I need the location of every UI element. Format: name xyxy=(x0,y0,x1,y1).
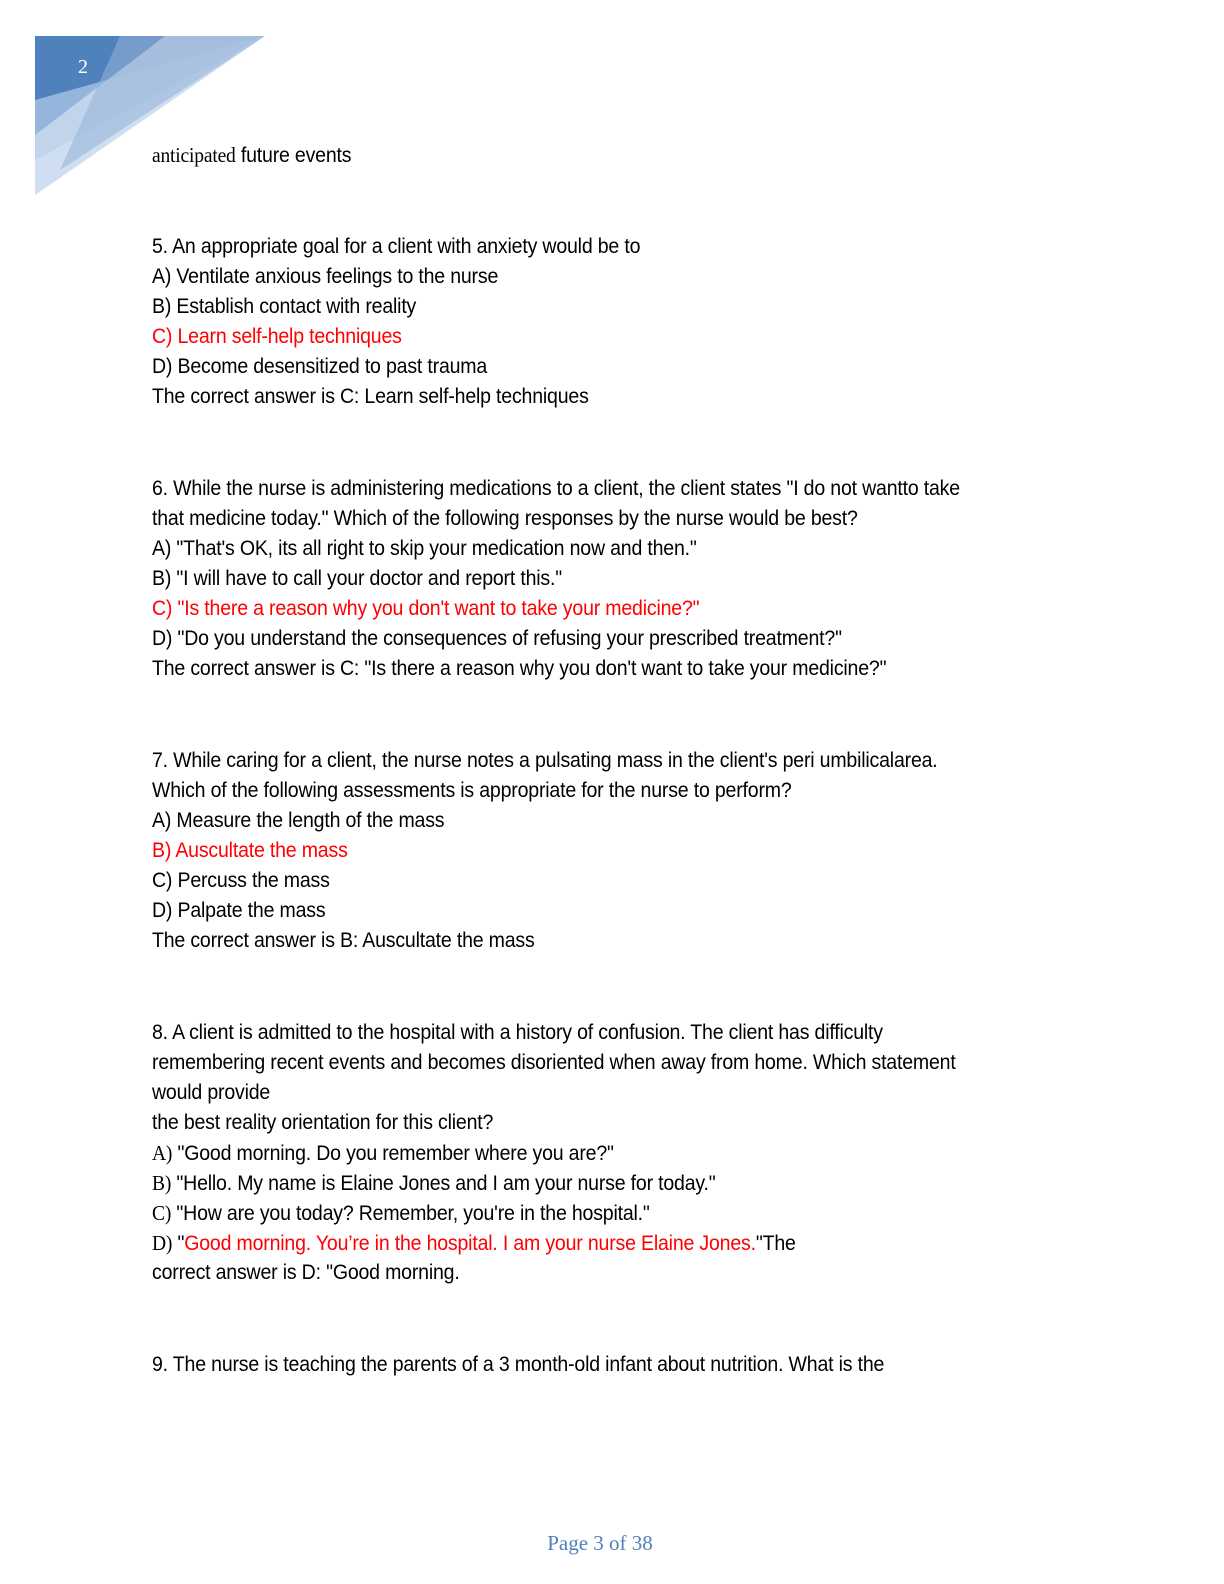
q8-option-d-text: Good morning. You’re in the hospital. I am your nurse Elaine Jones. xyxy=(184,1232,756,1255)
q7-option-a: A) Measure the length of the mass xyxy=(152,809,445,832)
intro-rest: future events xyxy=(235,144,352,167)
q8-option-a-letter: A) xyxy=(152,1141,173,1165)
q5-option-a: A) Ventilate anxious feelings to the nurse xyxy=(152,265,499,288)
q6-stem-1: 6. While the nurse is administering medications to a client, the client states "I do not wantto take xyxy=(152,477,960,500)
q5-stem: 5. An appropriate goal for a client with anxiety would be to xyxy=(152,235,641,258)
q8-answer: correct answer is D: "Good morning. xyxy=(152,1261,460,1284)
q9-stem: 9. The nurse is teaching the parents of a 3 month-old infant about nutrition. What is the xyxy=(152,1353,885,1376)
q8-option-d-letter: D) xyxy=(152,1231,173,1255)
intro-serif-word: anticipated xyxy=(152,143,236,167)
intro-line xyxy=(152,142,351,169)
q8-stem-2: remembering recent events and becomes disoriented when away from home. Which statement xyxy=(152,1051,956,1074)
q8-option-d-quote: " xyxy=(172,1232,185,1255)
q7-option-b: B) Auscultate the mass xyxy=(152,839,348,862)
q5-option-b: B) Establish contact with reality xyxy=(152,295,417,318)
corner-decoration xyxy=(0,0,300,210)
q8-option-b-letter: B) xyxy=(152,1171,172,1195)
q8-option-c-letter: C) xyxy=(152,1201,172,1225)
q6-stem-2: that medicine today." Which of the following responses by the nurse would be best? xyxy=(152,507,858,530)
q8-option-c-text: "How are you today? Remember, you're in the hospital." xyxy=(171,1202,650,1225)
q7-answer: The correct answer is B: Auscultate the mass xyxy=(152,929,535,952)
q5-option-d: D) Become desensitized to past trauma xyxy=(152,355,488,378)
q8-option-b xyxy=(152,1170,716,1197)
q5-option-c: C) Learn self-help techniques xyxy=(152,325,402,348)
q6-option-d: D) "Do you understand the consequences of refusing your prescribed treatment?" xyxy=(152,627,842,650)
q6-answer: The correct answer is C: "Is there a reason why you don't want to take your medicine?" xyxy=(152,657,887,680)
q7-stem-1: 7. While caring for a client, the nurse notes a pulsating mass in the client's peri umbilicalarea. xyxy=(152,749,938,772)
q6-option-b: B) "I will have to call your doctor and report this." xyxy=(152,567,562,590)
q8-stem-1: 8. A client is admitted to the hospital with a history of confusion. The client has difficulty xyxy=(152,1021,883,1044)
header-page-number: 2 xyxy=(78,56,88,78)
q8-option-b-text: "Hello. My name is Elaine Jones and I am your nurse for today." xyxy=(171,1172,716,1195)
footer-page-label: Page 3 of 38 xyxy=(547,1531,653,1555)
q8-option-d xyxy=(152,1230,796,1257)
q6-option-a: A) "That's OK, its all right to skip your medication now and then." xyxy=(152,537,697,560)
q8-option-d-after: "The xyxy=(755,1232,796,1255)
q8-option-a-text: "Good morning. Do you remember where you are?" xyxy=(172,1142,614,1165)
q7-option-d: D) Palpate the mass xyxy=(152,899,326,922)
q8-option-c xyxy=(152,1200,650,1227)
q7-stem-2: Which of the following assessments is appropriate for the nurse to perform? xyxy=(152,779,792,802)
q8-option-a xyxy=(152,1140,614,1167)
q8-stem-3: would provide xyxy=(152,1081,271,1104)
q7-option-c: C) Percuss the mass xyxy=(152,869,330,892)
q6-option-c: C) "Is there a reason why you don't want to take your medicine?" xyxy=(152,597,700,620)
q5-answer: The correct answer is C: Learn self-help techniques xyxy=(152,385,589,408)
q8-stem-4: the best reality orientation for this client? xyxy=(152,1111,494,1134)
